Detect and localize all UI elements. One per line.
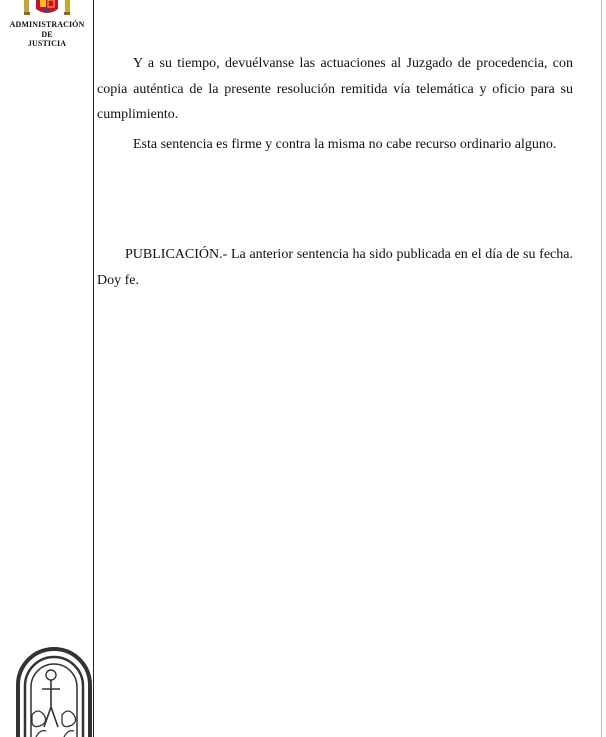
paragraph-publicacion: PUBLICACIÓN.- La anterior sentencia ha sido publicada en el día de su fecha. Doy fe. (97, 247, 573, 288)
right-page-edge (601, 0, 602, 737)
paragraph-firmeza: Esta sentencia es firme y contra la misma no cabe recurso ordinario alguno. (133, 137, 557, 152)
administracion-de-justicia-label (0, 20, 94, 49)
admin-label-line3: JUSTICIA (27, 39, 67, 48)
spain-coat-of-arms-icon (22, 0, 72, 16)
admin-label-line2: DE (41, 29, 53, 39)
admin-label-line1: ADMINISTRACIÓN (9, 20, 85, 29)
paragraph-devolucion: Y a su tiempo, devuélvanse las actuaciones al Juzgado de procedencia, con copia auténtica de la presente resolución remitida vía telemática y oficio para su cumplimiento. (97, 56, 573, 122)
margin-rule (93, 0, 94, 737)
left-margin (0, 0, 94, 737)
junta-de-andalucia-logo-icon (14, 645, 94, 737)
